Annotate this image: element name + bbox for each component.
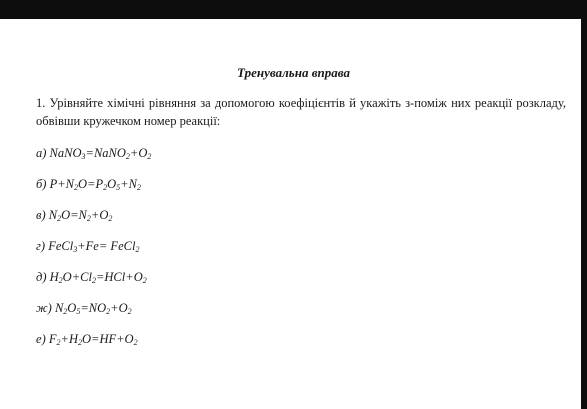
equation-h: г) FeCl$_3$+Fe= FeCl$_2$ [36,239,140,254]
equation-b: б) $P+N_2O=P_2O_5+N_2$ [36,177,141,192]
top-dark-bar [0,0,587,19]
exercise-title: Тренувальна вправа [237,65,350,80]
equation-zh: ж) $N_2O_5=NO_2+O_2$ [36,301,132,316]
task-instruction: 1. Урівняйте хімічні рівняння за допомогою коефіцієнтів й укажіть з-поміж них реакції розкладу, обвівши кружечком номер реакції: [36,96,566,128]
equation-e: е) $F_2+H_2O=HF+O_2$ [36,332,138,347]
equation-d: д) $H_2O+Cl_2=HCl+O_2$ [36,270,147,285]
right-dark-bar [581,0,587,409]
equation-a: а) $NaNO_3=NaNO_2+O_2$ [36,146,152,161]
equation-v: в) $N_2O=N_2+O_2$ [36,208,113,223]
